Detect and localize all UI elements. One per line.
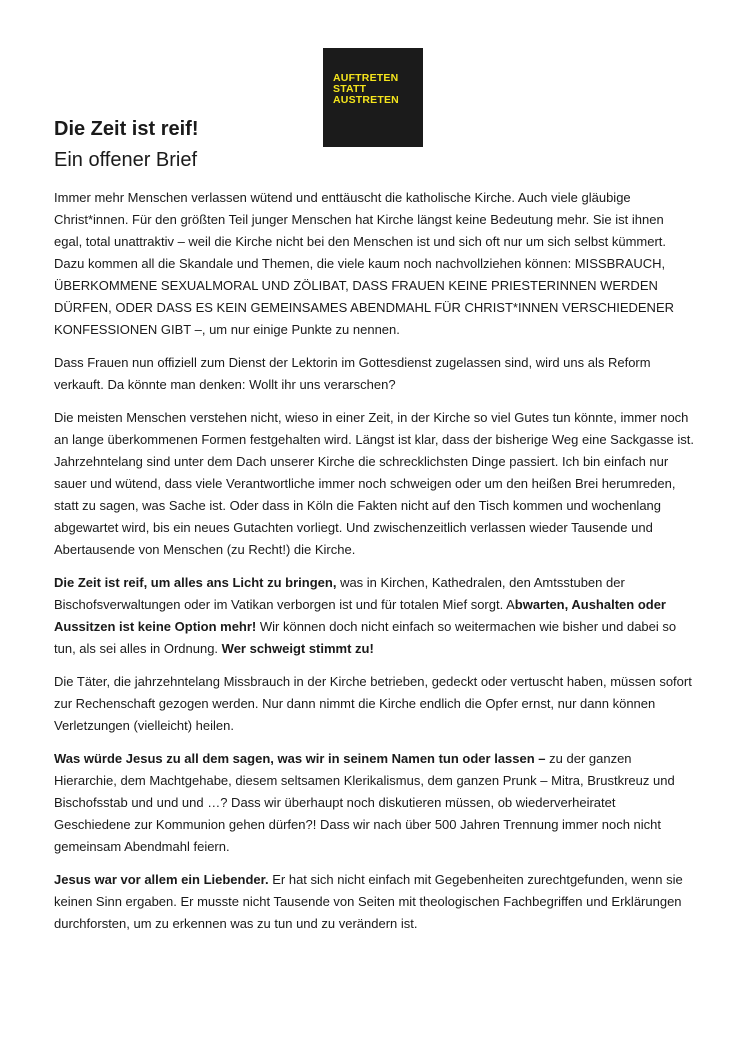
paragraph: [54, 671, 694, 737]
text-run: Dass Frauen nun offiziell zum Dienst der Lektorin im Gottesdienst zugelassen sind, wird uns als Reform verkauft. Da könnte man denken: Wollt ihr uns verarschen?: [54, 355, 651, 392]
paragraph: [54, 352, 694, 396]
paragraph: [54, 748, 694, 858]
letter-body: [54, 187, 694, 946]
page-subtitle: Ein offener Brief: [54, 149, 198, 171]
text-run: Immer mehr Menschen verlassen wütend und enttäuscht die katholische Kirche. Auch viele gläubige Christ*innen. Für den größten Teil junger Menschen hat Kirche längst keine Bedeutung mehr. Sie ist ihnen egal, total unattraktiv – weil die Kirche nicht bei den Menschen ist und sich oft nur um sich selbst kümmert. Dazu kommen all die Skandale und Themen, die viele kaum noch nachvollziehen können: MISSBRAUCH, ÜBERKOMMENE SEXUALMORAL UND ZÖLIBAT, DASS FRAUEN KEINE PRIESTERINNEN WERDEN DÜRFEN, ODER DASS ES KEIN GEMEINSAMES ABENDMAHL FÜR CHRIST*INNEN VERSCHIEDENER KONFESSIONEN GIBT –, um nur einige Punkte zu nennen.: [54, 190, 675, 337]
bold-text: Die Zeit ist reif, um alles ans Licht zu bringen,: [54, 575, 337, 590]
bold-text: Was würde Jesus zu all dem sagen, was wir in seinem Namen tun oder lassen –: [54, 751, 546, 766]
logo-line: AUSTRETEN: [333, 94, 399, 106]
page-title: Die Zeit ist reif!: [54, 118, 199, 140]
bold-text: Jesus war vor allem ein Liebender.: [54, 872, 269, 887]
text-run: Die Täter, die jahrzehntelang Missbrauch in der Kirche betrieben, gedeckt oder vertuscht haben, müssen sofort zur Rechenschaft gezogen werden. Nur dann nimmt die Kirche endlich die Opfer ernst, nur dann können Verletzungen (vielleicht) heilen.: [54, 674, 692, 733]
text-run: Die meisten Menschen verstehen nicht, wieso in einer Zeit, in der Kirche so viel Gutes tun könnte, immer noch an lange überkommenen Formen festgehalten wird. Längst ist klar, dass der bisherige Weg eine Sackgasse ist. Jahrzehntelang sind unter dem Dach unserer Kirche die schrecklichsten Dinge passiert. Ich bin einfach nur sauer und wütend, dass viele Verantwortliche immer noch schweigen oder um den heißen Brei herumreden, statt zu sagen, was Sache ist. Oder dass in Köln die Fakten nicht auf den Tisch kommen und wochenlang abgewartet wird, bis ein neues Gutachten vorliegt. Und zwischenzeitlich verlassen wieder Tausende und Abertausende von Menschen (zu Recht!) die Kirche.: [54, 410, 694, 557]
bold-text: Wer schweigt stimmt zu!: [221, 641, 374, 656]
text-run: zu der ganzen Hierarchie, dem Machtgehabe, diesem seltsamen Klerikalismus, dem ganzen Prunk – Mitra, Brustkreuz und Bischofsstab und und und …? Dass wir überhaupt noch diskutieren müssen, ob wiederverheiratet Geschiedene zur Kommunion gehen dürfen?! Dass wir nach über 500 Jahren Trennung immer noch nicht gemeinsam Abendmahl feiern.: [54, 751, 675, 854]
logo-line: AUFTRETEN: [333, 72, 399, 84]
logo-line: STATT: [333, 83, 367, 95]
text-run: Wir können doch nicht einfach so weitermachen wie bisher und dabei so tun, als sei alles in Ordnung.: [54, 619, 677, 656]
campaign-logo: [323, 48, 423, 147]
paragraph: [54, 407, 694, 561]
text-run: was in Kirchen, Kathedralen, den Amtsstuben der Bischofsverwaltungen oder im Vatikan verborgen ist und für totalen Mief sorgt. A: [54, 575, 625, 612]
paragraph: [54, 869, 694, 935]
paragraph: [54, 187, 694, 341]
bold-text: bwarten, Aushalten oder Aussitzen ist keine Option mehr!: [54, 597, 666, 634]
text-run: Er hat sich nicht einfach mit Gegebenheiten zurechtgefunden, wenn sie keinen Sinn ergaben. Er musste nicht Tausende von Seiten mit theologischen Fachbegriffen und Erklärungen durchforsten, um zu erkennen was zu tun und zu verändern ist.: [54, 872, 683, 931]
paragraph: [54, 572, 694, 660]
